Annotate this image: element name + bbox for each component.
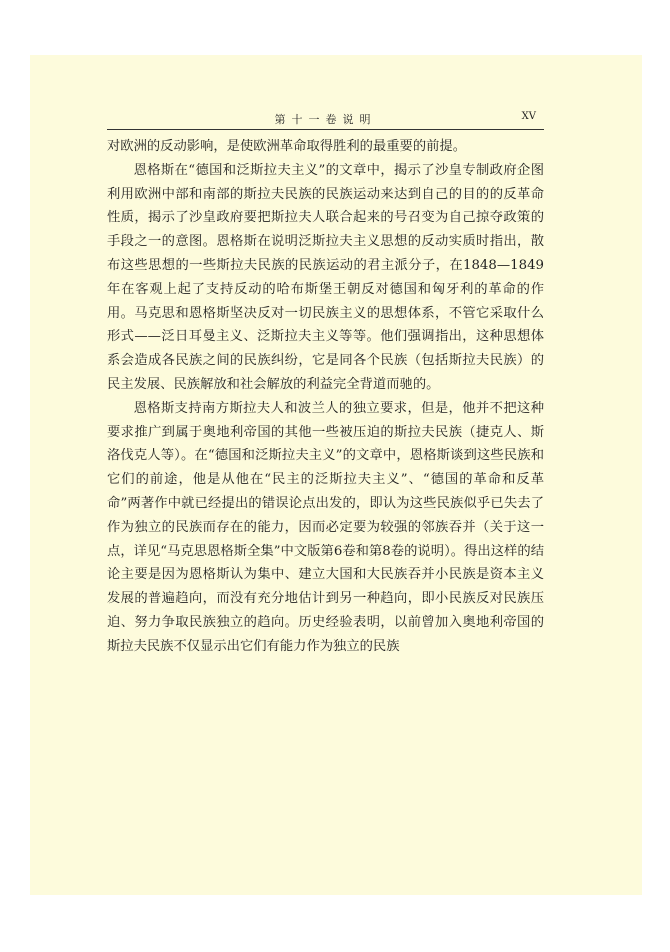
paragraph-continued: 对欧洲的反动影响，是使欧洲革命取得胜利的最重要的前提。 <box>107 139 467 154</box>
paragraph-engels-panslavism: 恩格斯在“德国和泛斯拉夫主义”的文章中，揭示了沙皇专制政府企图利用欧洲中部和南部的斯拉夫民族的民族运动来达到自己的目的的反革命性质，揭示了沙皇政府要把斯拉夫人联合起来的号召变为自己掠夺政策的手段之一的意图。恩格斯在说明泛斯拉夫主义思想的反动实质时指出，散布这些思想的一些斯拉夫民族的民族运动的君主派分子，在1848—1849年在客观上起了支持反动的哈布斯堡王朝反对德国和匈牙利的革命的作用。马克思和恩格斯坚决反对一切民族主义的思想体系，不管它采取什么形式——泛日耳曼主义、泛斯拉夫主义等等。他们强调指出，这种思想体系会造成各民族之间的民族纠纷，它是同各个民族（包括斯拉夫民族）的民主发展、民族解放和社会解放的利益完全背道而驰的。 <box>107 162 544 392</box>
running-title: 第十一卷说明 <box>274 113 377 126</box>
page-header <box>107 107 544 130</box>
body-text <box>107 135 544 659</box>
paragraph-slavic-nations: 恩格斯支持南方斯拉夫人和波兰人的独立要求，但是，他并不把这种要求推广到属于奥地利帝国的其他一些被压迫的斯拉夫民族（捷克人、斯洛伐克人等）。在“德国和泛斯拉夫主义”的文章中，恩格斯谈到这些民族和它们的前途，他是从他在“民主的泛斯拉夫主义”、“德国的革命和反革命”两著作中就已经提出的错误论点出发的，即认为这些民族似乎已失去了作为独立的民族而存在的能力，因而必定要为较强的邻族吞并（关于这一点，详见“马克思恩格斯全集”中文版第6卷和第8卷的说明）。得出这样的结论主要是因为恩格斯认为集中、建立大国和大民族吞并小民族是资本主义发展的普遍趋向，而没有充分地估计到另一种趋向，即小民族反对民族压迫、努力争取民族独立的趋向。历史经验表明，以前曾加入奥地利帝国的斯拉夫民族不仅显示出它们有能力作为独立的民族 <box>107 400 544 654</box>
page-number: XV <box>521 111 536 122</box>
